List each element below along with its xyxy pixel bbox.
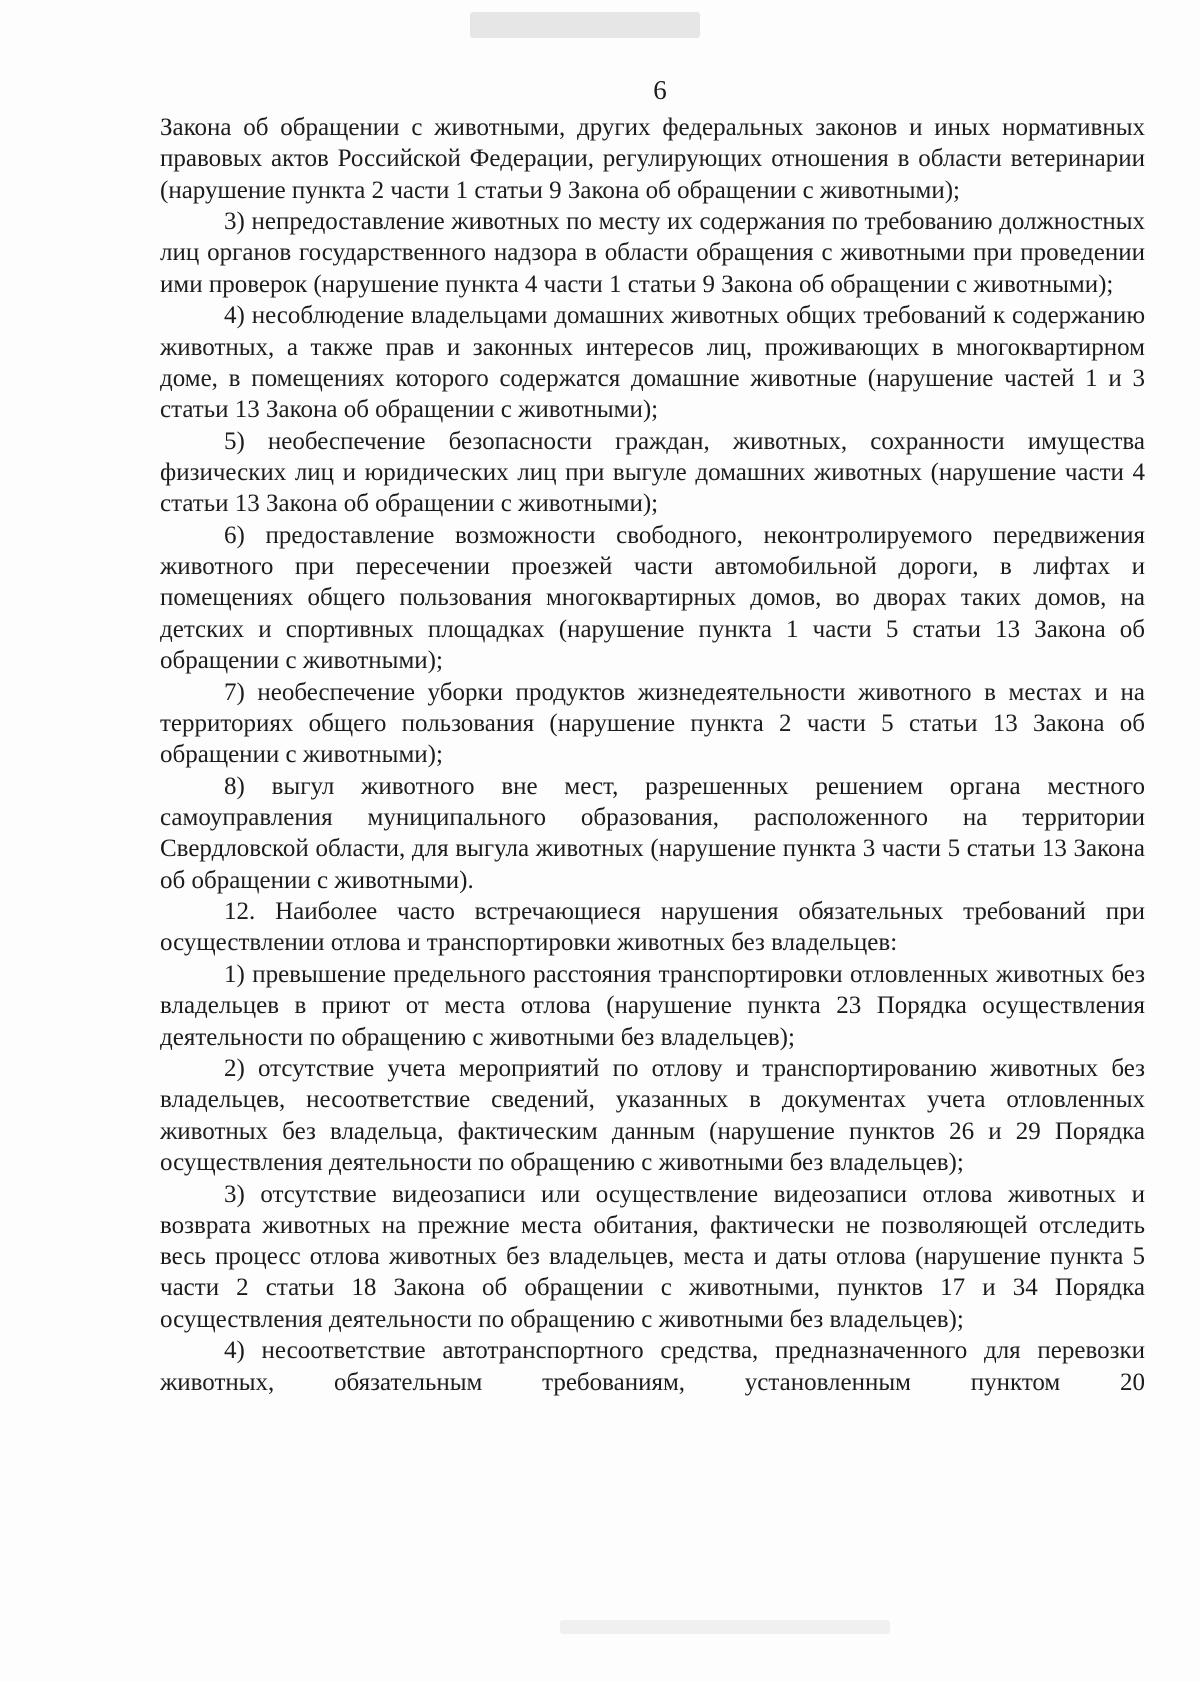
list-item-7: 7) необеспечение уборки продуктов жизнедеятельности животного в местах и на территориях общего пользования (нарушение пункта 2 части 5 статьи 13 Закона об обращении с животными); — [160, 678, 1145, 769]
section-12-item-3: 3) отсутствие видеозаписи или осуществление видеозаписи отлова животных и возврата животных на прежние места обитания, фактически не позволяющей отследить весь процесс отлова животных без владельцев, места и даты отлова (нарушение пункта 5 части 2 статьи 18 Закона об обращении с животными, пунктов 17 и 34 Порядка осуществления деятельности по обращению с животными без владельцев); — [160, 1180, 1145, 1333]
section-12-heading: 12. Наиболее часто встречающиеся нарушения обязательных требований при осуществлении отлова и транспортировки животных без владельцев: — [160, 898, 1145, 957]
page-number: 6 — [653, 75, 667, 105]
list-item-6: 6) предоставление возможности свободного, неконтролируемого передвижения животного при пересечении проезжей части автомобильной дороги, в лифтах и помещениях общего пользования многоквартирных домов, во дворах таких домов, на детских и спортивных площадках (нарушение пункта 1 части 5 статьи 13 Закона об обращении с животными); — [160, 521, 1145, 675]
scan-artifact-top — [470, 12, 700, 38]
paragraph-continuation: Закона об обращении с животными, других федеральных законов и иных нормативных правовых актов Российской Федерации, регулирующих отношения в области ветеринарии (нарушение пункта 2 части 1 статьи 9 Закона об обращении с животными); — [160, 114, 1145, 204]
list-item-3: 3) непредоставление животных по месту их содержания по требованию должностных лиц органов государственного надзора в области обращения с животными при проведении ими проверок (нарушение пункта 4 части 1 статьи 9 Закона об обращении с животными); — [160, 208, 1145, 298]
list-item-8: 8) выгул животного вне мест, разрешенных решением органа местного самоуправления муниципального образования, расположенного на территории Свердловской области, для выгула животных (нарушение пункта 3 части 5 статьи 13 Закона об обращении с животными). — [160, 772, 1145, 894]
section-12-item-4: 4) несоответствие автотранспортного средства, предназначенного для перевозки животных, обязательным требованиям, установленным пунктом 20 — [160, 1337, 1145, 1396]
section-12-item-1: 1) превышение предельного расстояния транспортировки отловленных животных без владельцев в приют от места отлова (нарушение пункта 23 Порядка осуществления деятельности по обращению с животными без владельцев); — [160, 961, 1145, 1051]
scan-artifact-bottom — [560, 1620, 890, 1634]
list-item-5: 5) необеспечение безопасности граждан, животных, сохранности имущества физических лиц и юридических лиц при выгуле домашних животных (нарушение части 4 статьи 13 Закона об обращении с животными); — [160, 427, 1145, 518]
section-12-item-2: 2) отсутствие учета мероприятий по отлову и транспортированию животных без владельцев, несоответствие сведений, указанных в документах учета отловленных животных без владельца, фактическим данным (нарушение пунктов 26 и 29 Порядка осуществления деятельности по обращению с животными без владельцев); — [160, 1055, 1145, 1177]
document-body — [160, 112, 1145, 1398]
list-item-4: 4) несоблюдение владельцами домашних животных общих требований к содержанию животных, а также прав и законных интересов лиц, проживающих в многоквартирном доме, в помещениях которого содержатся домашние животные (нарушение частей 1 и 3 статьи 13 Закона об обращении с животными); — [160, 302, 1145, 424]
